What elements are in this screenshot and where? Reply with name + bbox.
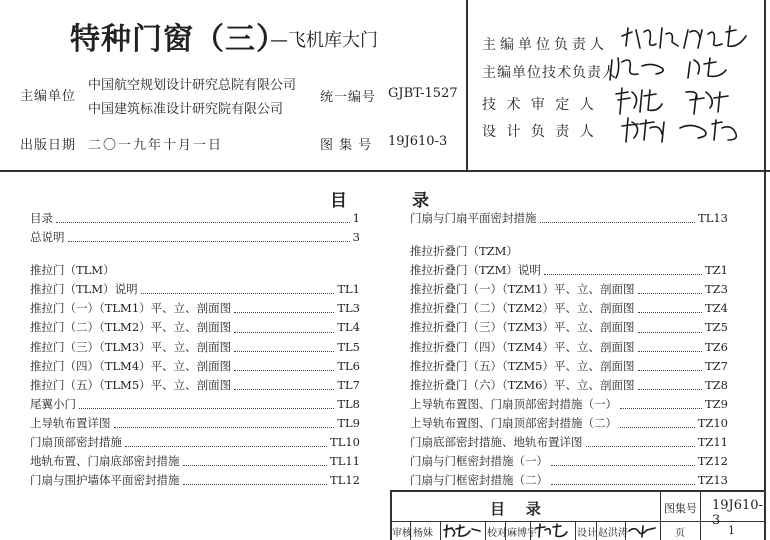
toc-leader-dots <box>544 274 702 275</box>
tb-checker-signature <box>533 522 573 540</box>
toc-entry-title: 门扇与门框密封措施（二） <box>410 473 548 488</box>
tb-check-label: 校对 <box>487 528 507 539</box>
toc-leader-dots <box>586 446 695 447</box>
toc-leader-dots <box>620 408 702 409</box>
toc-entry <box>30 357 360 376</box>
toc-entry <box>410 299 728 318</box>
toc-entry-page: TZ1 <box>705 263 728 278</box>
toc-leader-dots <box>56 222 350 223</box>
toc-leader-dots <box>234 370 334 371</box>
toc-entry-page: TL9 <box>337 415 360 430</box>
toc-entry <box>30 433 360 452</box>
toc-leader-dots <box>234 351 334 352</box>
toc-entry-title: 推拉门（TLM）说明 <box>30 282 138 297</box>
toc-leader-dots <box>551 484 695 485</box>
toc-entry-title: 推拉折叠门（一）（TZM1）平、立、剖面图 <box>410 282 635 297</box>
toc-entry-title: 推拉门（三）（TLM3）平、立、剖面图 <box>30 339 232 354</box>
toc-entry-title: 总说明 <box>30 230 65 245</box>
tb-design-label: 设计 <box>577 528 597 539</box>
toc-entry <box>410 414 728 433</box>
book-title: 特种门窗（三） <box>70 22 287 57</box>
unified-no: GJBT-1527 <box>388 86 458 101</box>
title-block-vline-2 <box>700 490 701 540</box>
toc-entry <box>30 280 360 299</box>
toc-leader-dots <box>234 312 334 313</box>
signature-tech-chief <box>606 52 756 86</box>
toc-entry-title: 推拉门（二）（TLM2）平、立、剖面图 <box>30 320 232 335</box>
toc-entry-title: 推拉折叠门（TZM）说明 <box>410 263 541 278</box>
publish-date: 二〇一九年十月一日 <box>88 138 224 153</box>
toc-entry <box>410 433 728 452</box>
title-block-top-border <box>390 490 765 492</box>
toc-entry <box>410 357 728 376</box>
toc-entry-title: 门扇底部密封措施、地轨布置详图 <box>410 435 583 450</box>
toc-entry <box>30 299 360 318</box>
toc-leader-dots <box>141 293 335 294</box>
toc-entry-title: 推拉门（四）（TLM4）平、立、剖面图 <box>30 358 232 373</box>
toc-entry-title: 上导轨布置图、门扇顶部密封措施（一） <box>410 396 617 411</box>
toc-entry-title: 推拉折叠门（四）（TZM4）平、立、剖面图 <box>410 339 635 354</box>
toc-entry-title: 推拉折叠门（二）（TZM2）平、立、剖面图 <box>410 301 635 316</box>
toc-entry-page: TZ7 <box>705 358 728 373</box>
toc-entry-page: 3 <box>352 230 360 245</box>
tb-reviewer-signature <box>442 522 484 540</box>
toc-leader-dots <box>79 408 334 409</box>
resp-label-tech-review: 技 术 审 定 人 <box>482 97 597 113</box>
tb-reviewer: 杨妹 <box>413 528 433 539</box>
toc-entry <box>410 280 728 299</box>
book-subtitle: —飞机库大门 <box>270 30 378 51</box>
toc-entry-page: TL13 <box>698 211 728 225</box>
tb-designer: 赵洪涛 <box>598 528 628 539</box>
toc-entry-page: TZ11 <box>697 435 728 450</box>
sheet-title: 目 录 <box>490 500 541 518</box>
publish-date-label: 出版日期 <box>20 138 77 153</box>
toc-leader-dots <box>551 465 695 466</box>
tb-checker: 麻博宇 <box>507 528 537 539</box>
toc-entry-title: 推拉门（TLM） <box>30 263 115 278</box>
page-right-border <box>764 0 766 540</box>
toc-leader-dots <box>183 465 328 466</box>
toc-entry-page: TL12 <box>330 473 360 488</box>
toc-left-column <box>30 209 360 490</box>
toc-section-heading <box>410 242 728 261</box>
toc-entry <box>30 318 360 337</box>
toc-entry-title: 目录 <box>30 211 53 225</box>
toc-entry <box>30 452 360 471</box>
toc-entry-page: TZ5 <box>705 320 728 335</box>
toc-entry <box>410 338 728 357</box>
tb-page-number: 1 <box>728 524 735 537</box>
toc-entry-page: TZ12 <box>697 454 728 469</box>
toc-leader-dots <box>540 222 696 223</box>
toc-entry-page: TL3 <box>337 301 360 316</box>
toc-entry-page: 1 <box>352 211 360 225</box>
toc-entry-page: TL5 <box>337 339 360 354</box>
title-block-vline-1 <box>660 490 661 540</box>
toc-entry <box>410 209 728 228</box>
toc-entry-page: TZ6 <box>705 339 728 354</box>
toc-entry-page: TZ10 <box>697 415 728 430</box>
toc-entry-title: 上导轨布置详图 <box>30 415 111 430</box>
toc-entry-page: TL6 <box>337 358 360 373</box>
toc-leader-dots <box>234 389 334 390</box>
tb-review-label: 审核 <box>392 528 412 539</box>
toc-entry-page: TZ13 <box>697 473 728 488</box>
toc-entry-page: TL11 <box>330 454 360 469</box>
toc-entry-title: 推拉折叠门（TZM） <box>410 244 518 259</box>
toc-leader-dots <box>125 446 327 447</box>
toc-entry <box>410 395 728 414</box>
tb-page-label: 页 <box>675 528 685 539</box>
toc-entry-page: TZ8 <box>705 377 728 392</box>
resp-label-tech-chief: 主编单位技术负责人 <box>482 65 617 81</box>
toc-entry <box>30 338 360 357</box>
toc-leader-dots <box>620 427 695 428</box>
toc-entry-title: 门扇与门框密封措施（一） <box>410 454 548 469</box>
atlas-no: 19J610-3 <box>388 134 448 149</box>
editor-label: 主编单位 <box>20 89 77 104</box>
tb-cell-sep-2 <box>440 521 441 540</box>
toc-leader-dots <box>114 427 335 428</box>
toc-entry <box>30 209 360 228</box>
toc-entry-title: 地轨布置、门扇底部密封措施 <box>30 454 180 469</box>
toc-entry-page: TZ3 <box>705 282 728 297</box>
toc-entry <box>410 471 728 490</box>
toc-entry-title: 推拉折叠门（六）（TZM6）平、立、剖面图 <box>410 377 635 392</box>
unified-no-label: 统一编号 <box>320 90 377 105</box>
tb-cell-sep-3 <box>485 521 486 540</box>
toc-entry-title: 尾翼小门 <box>30 396 76 411</box>
toc-entry <box>410 452 728 471</box>
toc-right-column <box>410 209 728 490</box>
toc-entry <box>410 318 728 337</box>
toc-entry-page: TL10 <box>330 435 360 450</box>
tb-cell-sep-6 <box>575 521 576 540</box>
toc-leader-dots <box>234 332 334 333</box>
toc-entry-title: 门扇与门扇平面密封措施 <box>410 211 537 225</box>
header-divider <box>466 0 468 170</box>
editor-unit-1: 中国航空规划设计研究总院有限公司 <box>88 78 297 93</box>
toc-leader-dots <box>183 484 328 485</box>
toc-entry <box>30 228 360 247</box>
toc-entry-title: 上导轨布置图、门扇顶部密封措施（二） <box>410 415 617 430</box>
toc-entry-page: TL4 <box>337 320 360 335</box>
signature-design-lead <box>618 114 758 148</box>
toc-heading-char-2: 录 <box>412 191 429 211</box>
toc-entry <box>30 395 360 414</box>
toc-entry-title: 推拉门（一）（TLM1）平、立、剖面图 <box>30 301 232 316</box>
toc-entry <box>30 376 360 395</box>
tb-atlas-no-label: 图集号 <box>664 502 697 515</box>
toc-entry <box>30 414 360 433</box>
toc-entry-title: 推拉折叠门（三）（TZM3）平、立、剖面图 <box>410 320 635 335</box>
atlas-no-label: 图 集 号 <box>320 138 373 153</box>
toc-spacer <box>30 247 360 261</box>
signature-chief-unit <box>618 22 758 54</box>
toc-entry-page: TZ9 <box>705 396 728 411</box>
toc-leader-dots <box>638 332 703 333</box>
toc-section-heading <box>30 261 360 280</box>
tb-atlas-no: 19J610-3 <box>712 498 763 528</box>
resp-label-design-lead: 设 计 负 责 人 <box>482 124 597 140</box>
toc-entry <box>30 471 360 490</box>
toc-entry-title: 门扇顶部密封措施 <box>30 435 122 450</box>
toc-entry-page: TL7 <box>337 377 360 392</box>
toc-entry-title: 门扇与围护墙体平面密封措施 <box>30 473 180 488</box>
header-bottom-border <box>0 170 770 172</box>
toc-leader-dots <box>638 312 703 313</box>
toc-entry-page: TL8 <box>337 396 360 411</box>
toc-entry-title: 推拉折叠门（五）（TZM5）平、立、剖面图 <box>410 358 635 373</box>
toc-entry-page: TZ4 <box>705 301 728 316</box>
toc-entry-title: 推拉门（五）（TLM5）平、立、剖面图 <box>30 377 232 392</box>
toc-leader-dots <box>638 351 703 352</box>
toc-leader-dots <box>638 293 703 294</box>
resp-label-chief-unit: 主编单位负责人 <box>482 37 608 53</box>
toc-entry-page: TL1 <box>337 282 360 297</box>
toc-leader-dots <box>638 370 703 371</box>
tb-designer-signature <box>627 522 659 540</box>
toc-heading-char-1: 目 <box>330 191 347 211</box>
editor-unit-2: 中国建筑标准设计研究院有限公司 <box>88 102 284 117</box>
toc-entry <box>410 376 728 395</box>
toc-leader-dots <box>68 241 350 242</box>
toc-entry <box>410 261 728 280</box>
toc-leader-dots <box>638 389 703 390</box>
toc-spacer <box>410 228 728 242</box>
